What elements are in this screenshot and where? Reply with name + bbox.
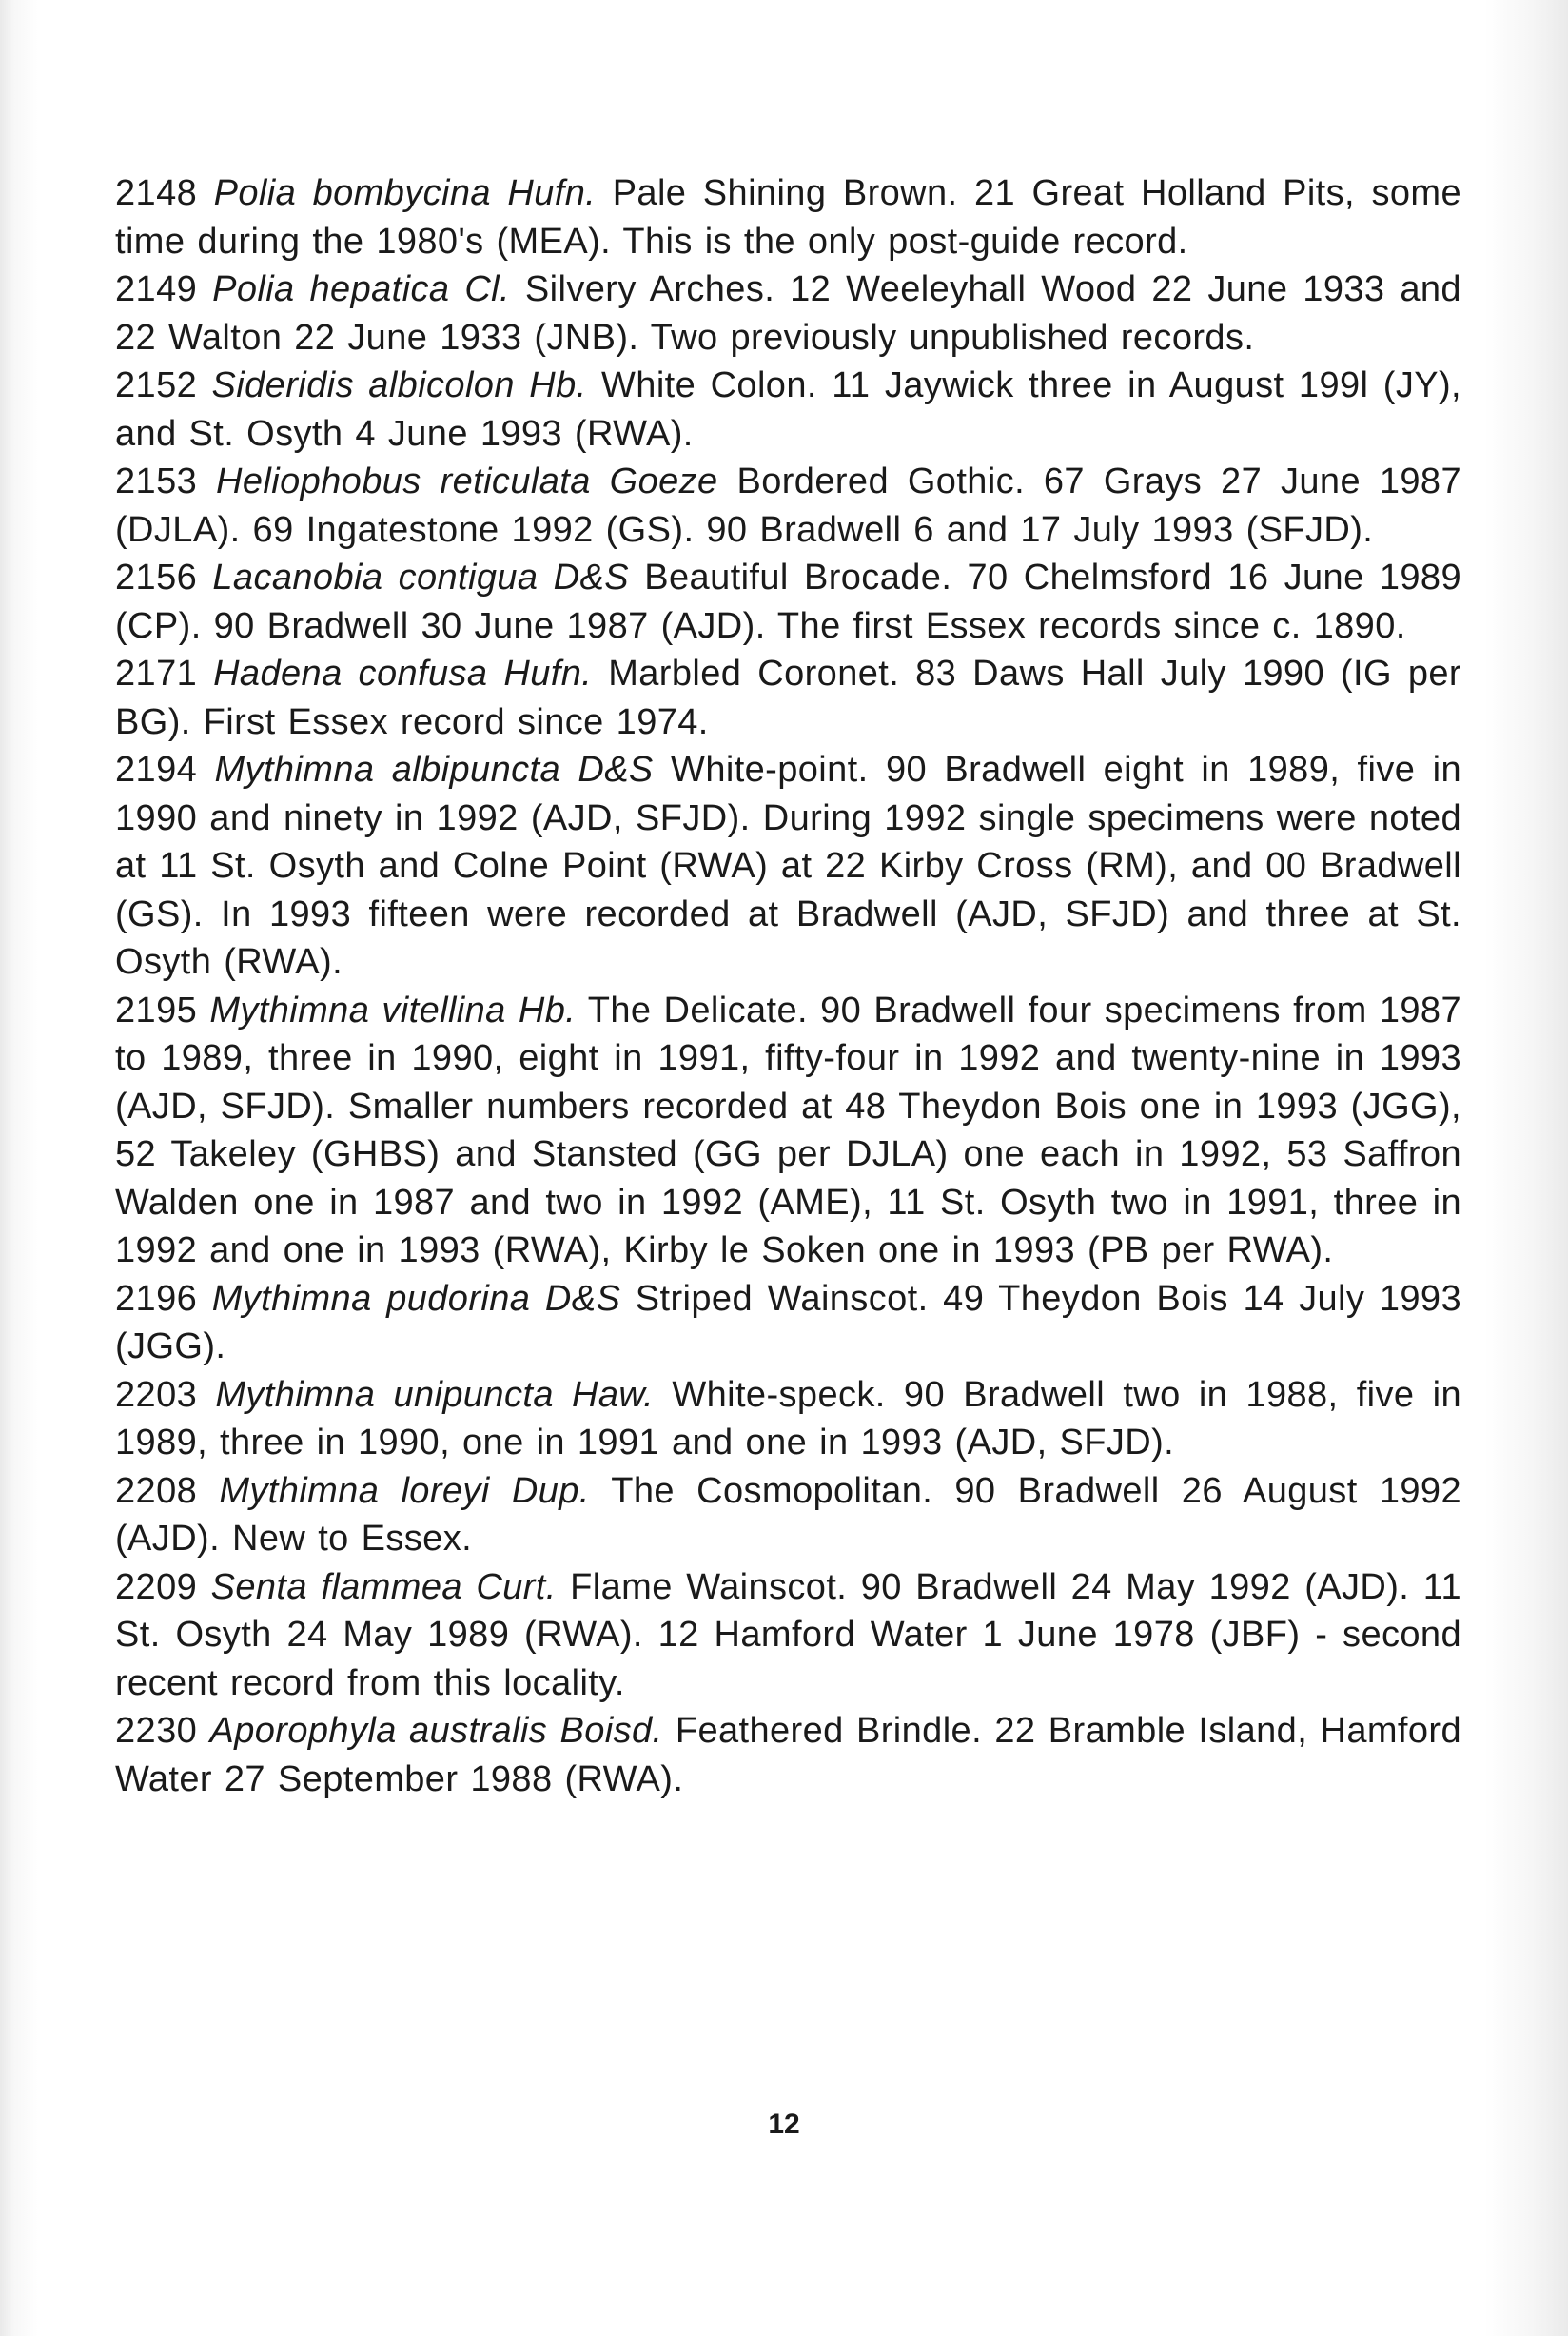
species-number: 2195 <box>115 990 198 1031</box>
species-name: Senta flammea Curt. <box>210 1566 557 1607</box>
species-entry <box>115 458 1461 554</box>
species-entry <box>115 987 1461 1275</box>
species-record-text: Feathered Brindle. 22 Bramble Island, Hamford Water 27 September 1988 (RWA). <box>115 1711 1461 1799</box>
page-number: 12 <box>768 2109 800 2140</box>
species-record-text: White-point. 90 Bradwell eight in 1989, five in 1990 and ninety in 1992 (AJD, SFJD). During 1992 single specimens were noted at 11 St. Osyth and Colne Point (RWA) at 22 Kirby Cross (RM), and 00 Bradwell (GS). In 1993 fifteen were recorded at Bradwell (AJD, SFJD) and three at St. Osyth (RWA). <box>115 750 1461 982</box>
species-name: Mythimna unipuncta Haw. <box>215 1374 655 1415</box>
species-record-text: White Colon. 11 Jaywick three in August 199l (JY), and St. Osyth 4 June 1993 (RWA). <box>115 365 1461 454</box>
species-name: Mythimna vitellina Hb. <box>209 990 577 1031</box>
species-record-text: Bordered Gothic. 67 Grays 27 June 1987 (DJLA). 69 Ingatestone 1992 (GS). 90 Bradwell 6 and 17 July 1993 (SFJD). <box>115 461 1461 550</box>
species-record-text: The Cosmopolitan. 90 Bradwell 26 August 1992 (AJD). New to Essex. <box>115 1470 1461 1559</box>
species-record-text: The Delicate. 90 Bradwell four specimens from 1987 to 1989, three in 1990, eight in 1991, fifty-four in 1992 and twenty-nine in 1993 (AJD, SFJD). Smaller numbers recorded at 48 Theydon Bois one in 1993 (JGG), 52 Takeley (GHBS) and Stansted (GG per DJLA) one each in 1992, 53 Saffron Walden one in 1987 and two in 1992 (AME), 11 St. Osyth two in 1991, three in 1992 and one in 1993 (RWA), Kirby le Soken one in 1993 (PB per RWA). <box>115 990 1461 1270</box>
species-name: Sideridis albicolon Hb. <box>211 365 587 405</box>
species-name: Aporophyla australis Boisd. <box>209 1711 663 1751</box>
species-number: 2230 <box>115 1711 198 1751</box>
species-name: Mythimna pudorina D&S <box>211 1278 621 1319</box>
species-entry <box>115 1371 1461 1467</box>
species-entry <box>115 1563 1461 1708</box>
species-entry <box>115 650 1461 746</box>
species-number: 2196 <box>115 1278 198 1319</box>
species-record-text: Flame Wainscot. 90 Bradwell 24 May 1992 (AJD). 11 St. Osyth 24 May 1989 (RWA). 12 Hamford Water 1 June 1978 (JBF) - second recent record from this locality. <box>115 1566 1461 1703</box>
species-entry <box>115 1707 1461 1803</box>
species-record-text: Striped Wainscot. 49 Theydon Bois 14 July 1993 (JGG). <box>115 1278 1461 1366</box>
species-number: 2194 <box>115 750 198 790</box>
species-name: Mythimna loreyi Dup. <box>219 1470 590 1511</box>
species-records <box>115 169 1461 1803</box>
species-record-text: Pale Shining Brown. 21 Great Holland Pits, some time during the 1980's (MEA). This is the only post-guide record. <box>115 173 1461 262</box>
species-entry <box>115 362 1461 458</box>
species-record-text: White-speck. 90 Bradwell two in 1988, five in 1989, three in 1990, one in 1991 and one in 1993 (AJD, SFJD). <box>115 1374 1461 1462</box>
species-number: 2209 <box>115 1566 198 1607</box>
species-number: 2149 <box>115 269 198 309</box>
species-name: Polia hepatica Cl. <box>212 269 510 309</box>
species-number: 2208 <box>115 1470 198 1511</box>
species-number: 2171 <box>115 654 198 694</box>
species-number: 2152 <box>115 365 198 405</box>
species-record-text: Beautiful Brocade. 70 Chelmsford 16 June 1989 (CP). 90 Bradwell 30 June 1987 (AJD). The first Essex records since c. 1890. <box>115 558 1461 646</box>
species-name: Lacanobia contigua D&S <box>212 558 630 598</box>
species-entry <box>115 169 1461 265</box>
species-entry <box>115 1467 1461 1563</box>
species-record-text: Silvery Arches. 12 Weeleyhall Wood 22 June 1933 and 22 Walton 22 June 1933 (JNB). Two previously unpublished records. <box>115 269 1461 358</box>
species-number: 2153 <box>115 461 198 501</box>
species-entry <box>115 554 1461 650</box>
species-name: Mythimna albipuncta D&S <box>214 750 654 790</box>
species-entry <box>115 265 1461 362</box>
species-name: Heliophobus reticulata Goeze <box>216 461 718 501</box>
species-record-text: Marbled Coronet. 83 Daws Hall July 1990 (IG per BG). First Essex record since 1974. <box>115 654 1461 742</box>
species-entry <box>115 746 1461 987</box>
species-number: 2156 <box>115 558 198 598</box>
species-name: Hadena confusa Hufn. <box>213 654 593 694</box>
species-number: 2203 <box>115 1374 198 1415</box>
species-name: Polia bombycina Hufn. <box>213 173 597 213</box>
species-entry <box>115 1275 1461 1371</box>
species-number: 2148 <box>115 173 198 213</box>
